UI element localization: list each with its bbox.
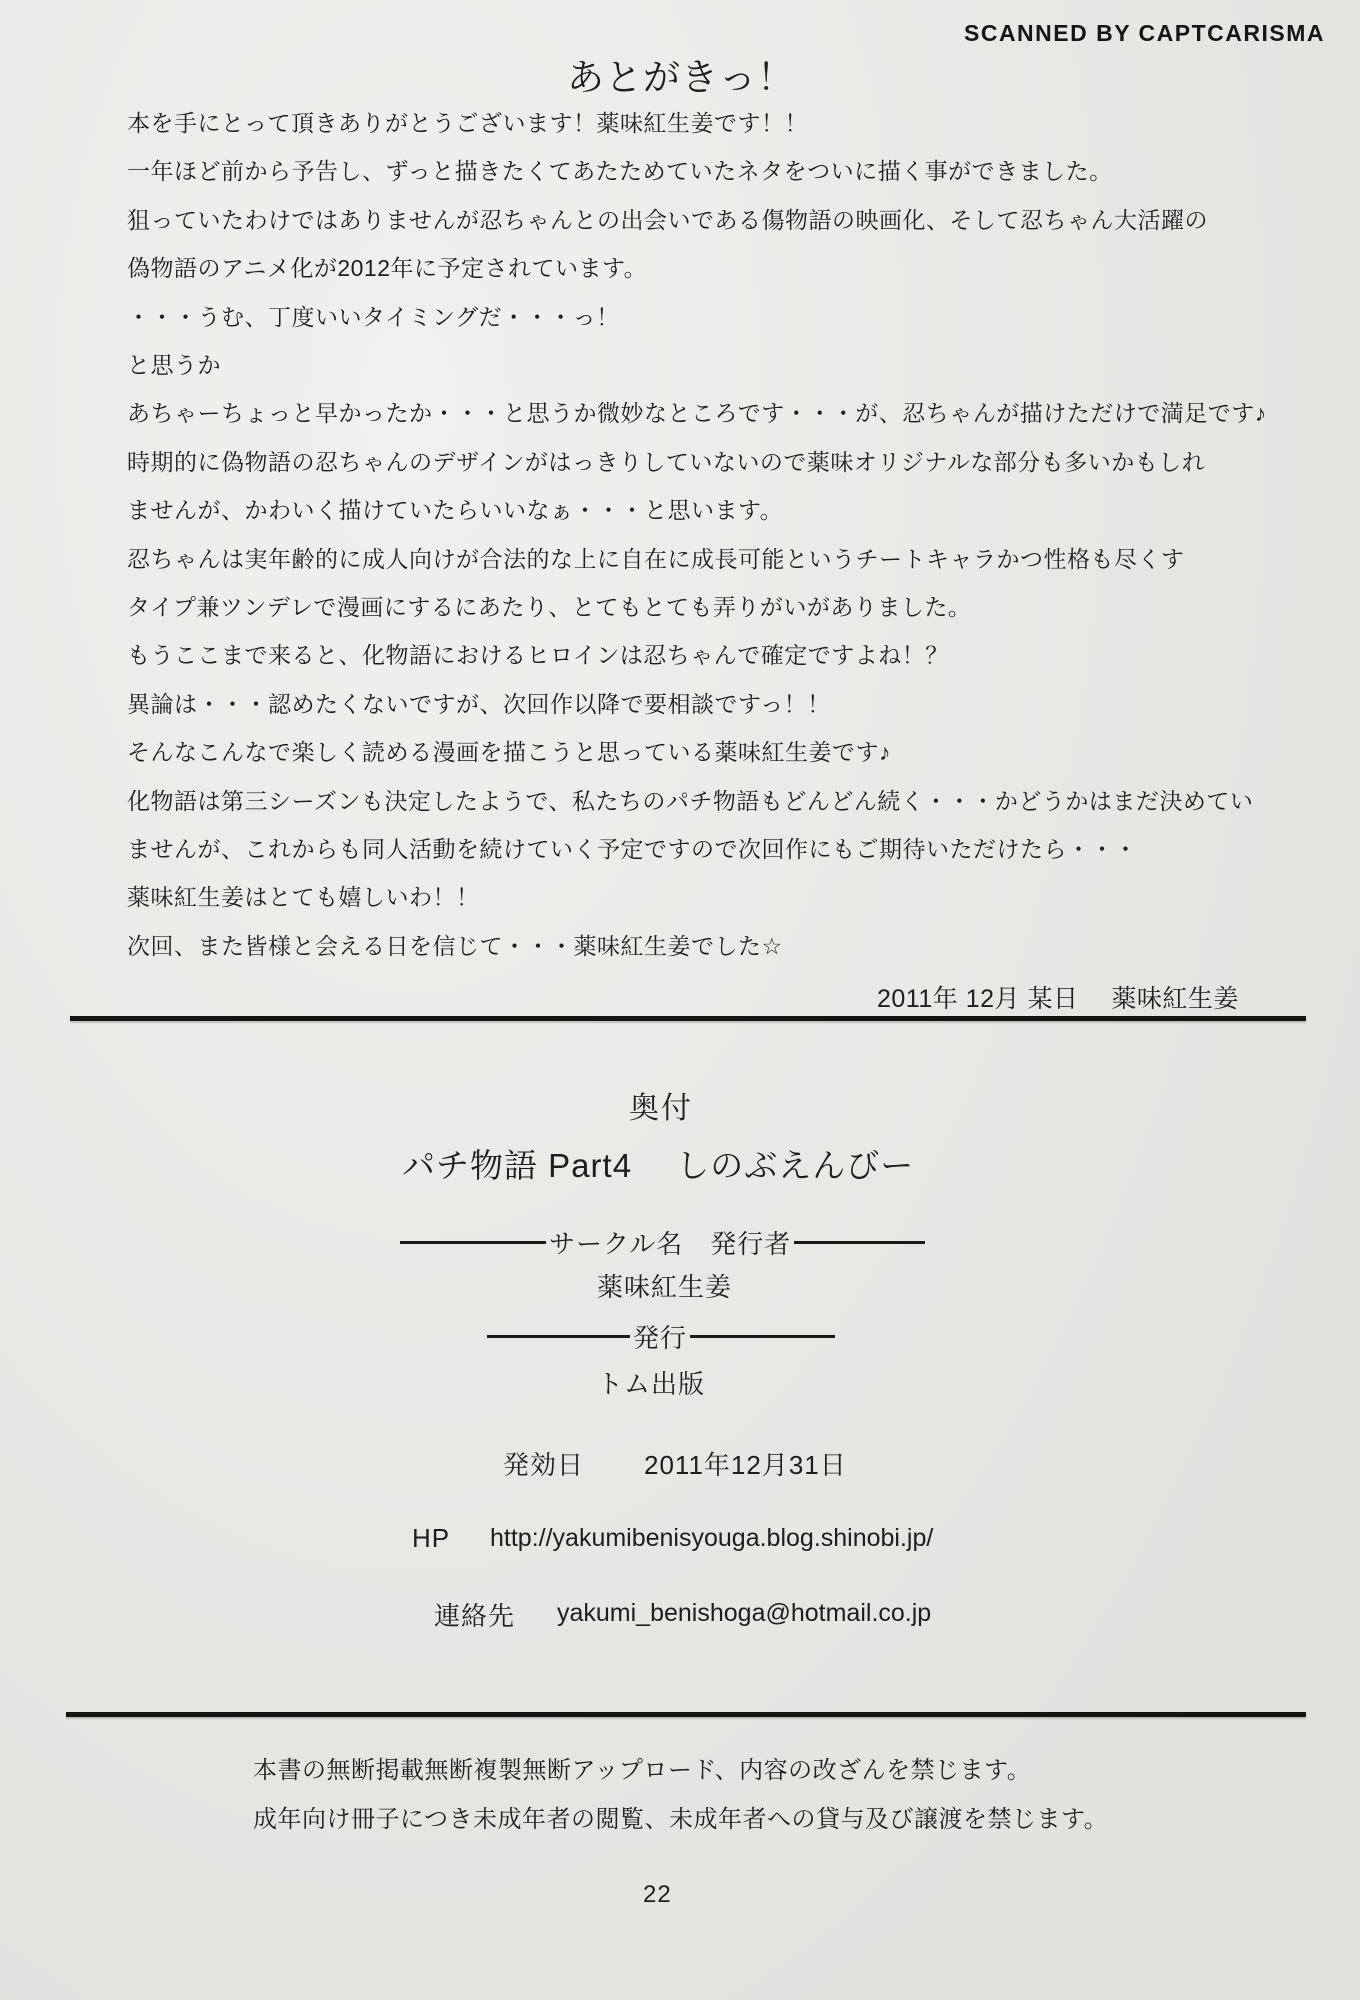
afterword-line: もうここまで来ると、化物語におけるヒロインは忍ちゃんで確定ですよね！？ — [127, 642, 949, 669]
colophon-circle-label: サークル名 発行者 — [549, 1229, 792, 1259]
afterword-line: 狙っていたわけではありませんが忍ちゃんとの出会いである傷物語の映画化、そして忍ちゃん大活躍の — [127, 206, 1208, 233]
afterword-body — [127, 110, 1312, 1000]
colophon-publisher-label: 発行 — [633, 1323, 688, 1353]
rule-dash-right — [794, 1241, 925, 1244]
colophon-circle-name: 薬味紅生姜 — [597, 1272, 733, 1302]
afterword-line: ・・・うむ、丁度いいタイミングだ・・・っ！ — [127, 303, 620, 330]
colophon-book-title: パチ物語 Part4 しのぶえんびー — [402, 1147, 915, 1184]
afterword-line: 薬味紅生姜はとても嬉しいわ！！ — [127, 884, 480, 911]
page-number: 22 — [643, 1881, 672, 1908]
afterword-line: タイプ兼ツンデレで漫画にするにあたり、とてもとても弄りがいがありました。 — [127, 594, 972, 620]
issue-date-value: 2011年12月31日 — [644, 1450, 847, 1480]
afterword-line: 化物語は第三シーズンも決定したようで、私たちのパチ物語もどんどん続く・・・かどうかはまだ決めてい — [127, 787, 1254, 814]
afterword-line: と思うか — [127, 352, 221, 378]
afterword-line: そんなこんなで楽しく読める漫画を描こうと思っている薬味紅生姜です♪ — [127, 739, 891, 766]
colophon-circle-rule-row — [400, 1224, 925, 1261]
colophon-publisher-name: トム出版 — [597, 1369, 706, 1399]
afterword-line: 一年ほど前から予告し、ずっと描きたくてあたためていたネタをついに描く事ができました。 — [127, 158, 1113, 185]
section-divider-top — [70, 1016, 1306, 1021]
section-divider-bottom — [66, 1712, 1306, 1717]
homepage-label: HP — [412, 1523, 451, 1553]
afterword-title: あとがきっ！ — [567, 57, 795, 98]
afterword-line: ませんが、これからも同人活動を続けていく予定ですので次回作にもご期待いただけたら・・・ — [127, 836, 1138, 862]
afterword-line: 時期的に偽物語の忍ちゃんのデザインがはっきりしていないので薬味オリジナルな部分も多いかもしれ — [127, 448, 1206, 475]
rule-dash-left — [487, 1335, 630, 1338]
afterword-line: 異論は・・・認めたくないですが、次回作以降で要相談ですっ！！ — [127, 690, 831, 717]
homepage-url: http://yakumibenisyouga.blog.shinobi.jp/ — [490, 1524, 934, 1552]
afterword-line: 忍ちゃんは実年齢的に成人向けが合法的な上に自在に成長可能というチートキャラかつ性格も尽くす — [127, 545, 1185, 572]
contact-email: yakumi_benishoga@hotmail.co.jp — [557, 1599, 932, 1627]
afterword-line: ませんが、かわいく描けていたらいいなぁ・・・と思います。 — [127, 497, 784, 524]
contact-label: 連絡先 — [434, 1601, 516, 1631]
scanner-credit: SCANNED BY CAPTCARISMA — [964, 20, 1325, 46]
afterword-signoff-date: 2011年 12月 某日 薬味紅生姜 — [877, 985, 1239, 1013]
issue-date-label: 発効日 — [503, 1450, 585, 1480]
colophon-heading: 奥付 — [629, 1092, 693, 1125]
legal-notice-line-2: 成年向け冊子につき未成年者の閲覧、未成年者への貸与及び譲渡を禁じます。 — [253, 1806, 1109, 1833]
rule-dash-right — [690, 1335, 835, 1338]
afterword-line: あちゃーちょっと早かったか・・・と思うか微妙なところです・・・が、忍ちゃんが描けただけで満足です♪ — [127, 400, 1267, 427]
colophon-publisher-rule-row — [487, 1318, 835, 1355]
afterword-line: 偽物語のアニメ化が2012年に予定されています。 — [127, 255, 648, 282]
afterword-line: 本を手にとって頂きありがとうございます！薬味紅生姜です！！ — [127, 110, 809, 136]
afterword-line: 次回、また皆様と会える日を信じて・・・薬味紅生姜でした☆ — [127, 932, 783, 959]
legal-notice-line-1: 本書の無断掲載無断複製無断アップロード、内容の改ざんを禁じます。 — [253, 1757, 1032, 1784]
rule-dash-left — [400, 1241, 546, 1244]
